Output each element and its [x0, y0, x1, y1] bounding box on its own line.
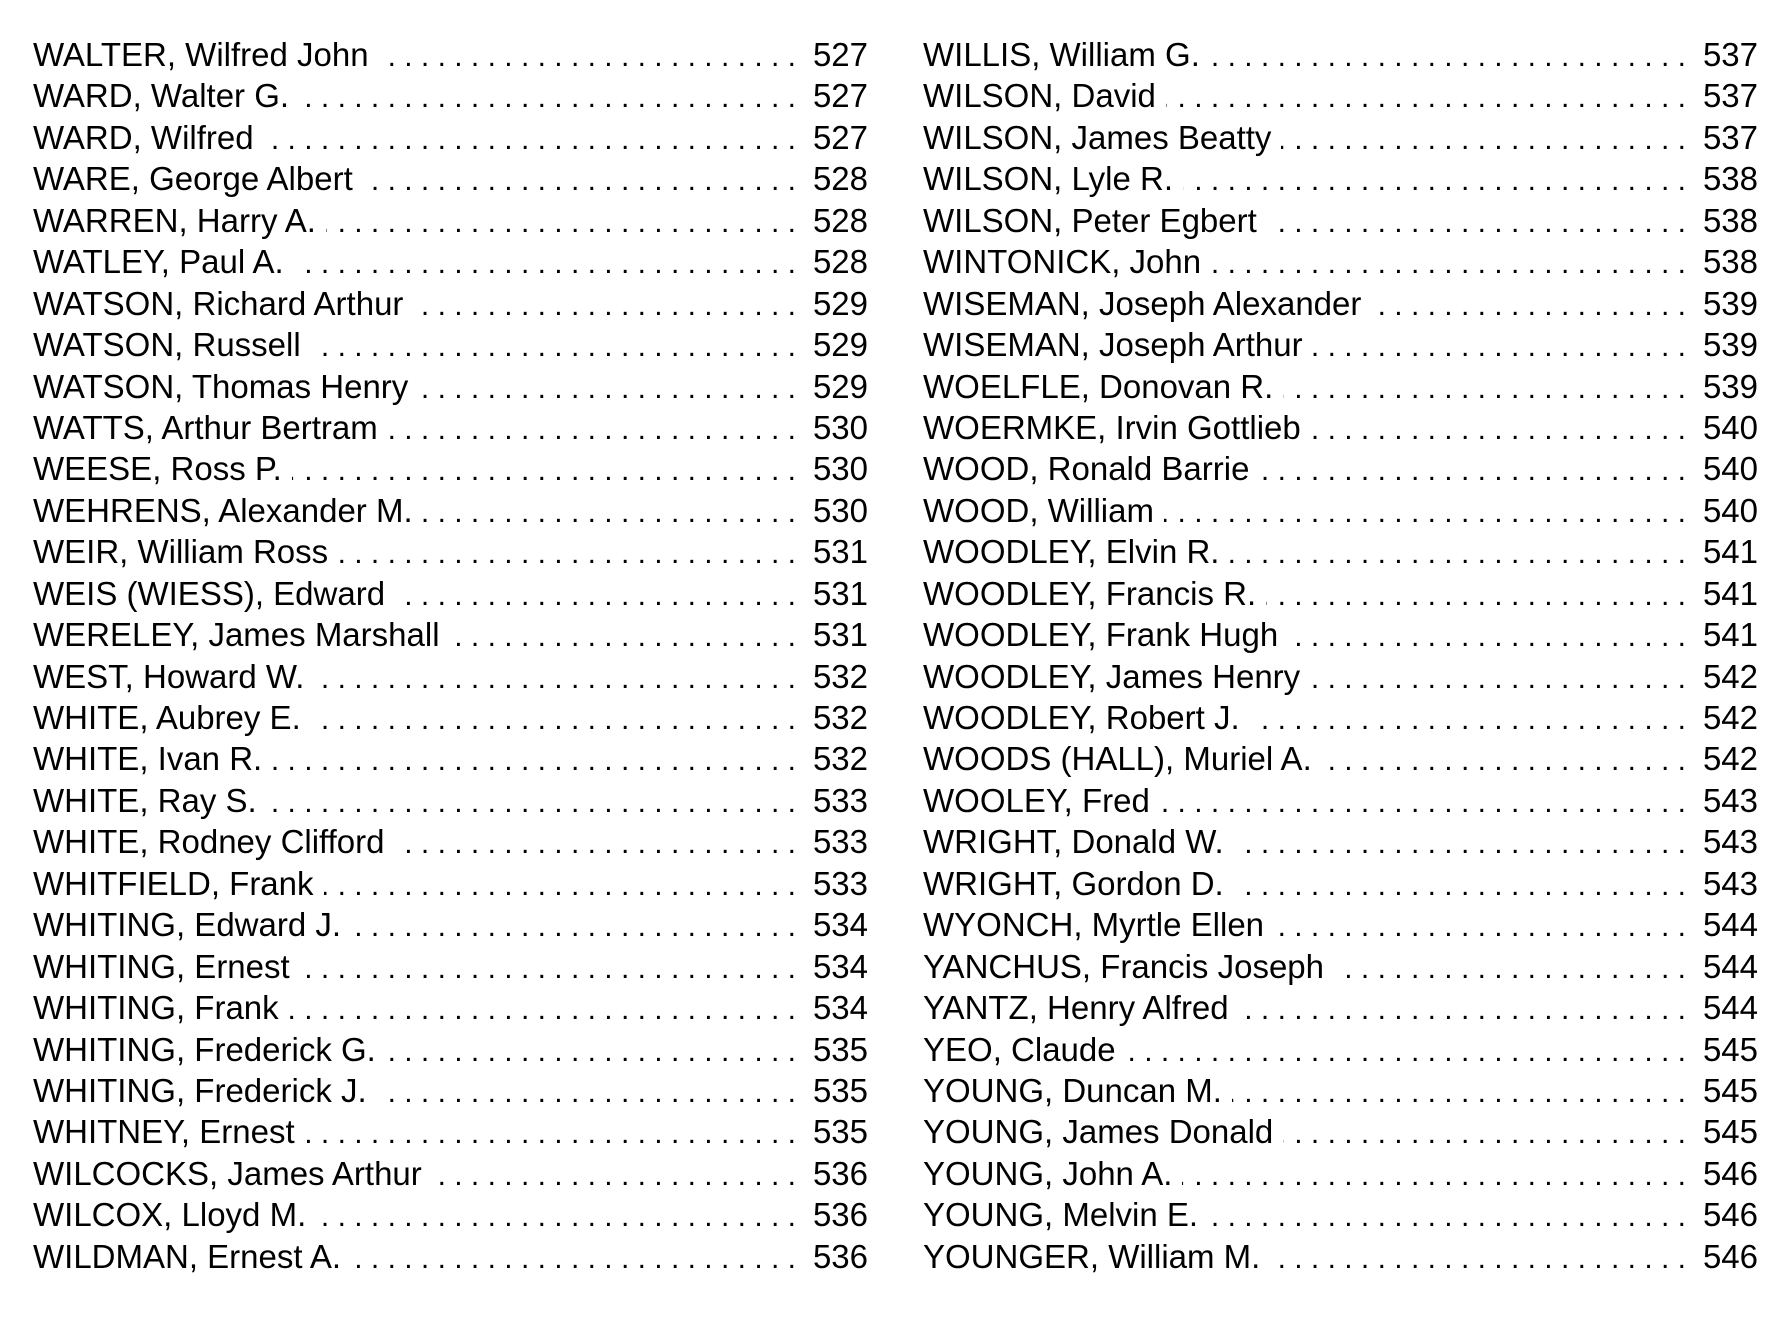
index-entry: [923, 75, 1758, 116]
entry-name: WINTONICK, John: [923, 243, 1202, 281]
index-entry: [33, 448, 868, 489]
entry-page-number: 533: [812, 781, 868, 819]
entry-name: WHITING, Frederick J.: [33, 1071, 367, 1109]
entry-name: WOODS (HALL), Muriel A.: [923, 740, 1312, 778]
entry-name: WOOLEY, Fred: [923, 781, 1150, 819]
dot-leader: [423, 492, 796, 533]
index-entry: [33, 366, 868, 407]
entry-page-number: 537: [1702, 36, 1758, 73]
entry-page-number: 545: [1702, 1030, 1758, 1068]
entry-name: WILSON, Lyle R.: [923, 160, 1173, 198]
entry-page-number: 543: [1702, 864, 1758, 902]
index-entry: [923, 283, 1758, 324]
dot-leader: [1322, 740, 1686, 781]
entry-name: WILDMAN, Ernest A.: [33, 1237, 342, 1275]
entry-name: YOUNG, Duncan M.: [923, 1071, 1222, 1109]
index-entry: [33, 904, 868, 945]
entry-name: WHITE, Ray S.: [33, 781, 257, 819]
entry-page-number: 528: [812, 243, 868, 281]
dot-leader: [294, 243, 796, 284]
dot-leader: [1288, 616, 1686, 657]
index-entry: [923, 241, 1758, 282]
entry-name: YANTZ, Henry Alfred: [923, 989, 1229, 1027]
entry-page-number: 531: [812, 574, 868, 612]
entry-page-number: 532: [812, 740, 868, 778]
dot-leader: [1270, 1238, 1686, 1279]
entry-page-number: 535: [812, 1113, 868, 1151]
entry-page-number: 539: [1702, 326, 1758, 364]
index-entry: [923, 656, 1758, 697]
entry-name: WILSON, Peter Egbert: [923, 201, 1257, 239]
index-entry: [33, 573, 868, 614]
index-entry: [33, 614, 868, 655]
dot-leader: [299, 77, 796, 118]
entry-name: WHITNEY, Ernest: [33, 1113, 295, 1151]
entry-name: WOOD, Ronald Barrie: [923, 450, 1250, 488]
entry-page-number: 532: [812, 699, 868, 736]
index-entry: [33, 780, 868, 821]
entry-page-number: 541: [1702, 574, 1758, 612]
index-entry: [923, 531, 1758, 572]
dot-leader: [1166, 77, 1686, 118]
entry-name: WHITING, Edward J.: [33, 906, 342, 944]
entry-name: WARE, George Albert: [33, 160, 353, 198]
entry-page-number: 531: [812, 616, 868, 654]
dot-leader: [1182, 1155, 1686, 1196]
index-entry: [33, 1194, 868, 1235]
dot-leader: [311, 326, 796, 367]
index-entry: [923, 1236, 1758, 1277]
entry-page-number: 534: [812, 947, 868, 985]
dot-leader: [300, 948, 796, 989]
entry-name: YOUNGER, William M.: [923, 1237, 1261, 1275]
entry-name: WYONCH, Myrtle Ellen: [923, 906, 1265, 944]
entry-name: YOUNG, Melvin E.: [923, 1196, 1199, 1234]
entry-page-number: 539: [1702, 284, 1758, 322]
dot-leader: [311, 699, 796, 740]
index-entry: [33, 241, 868, 282]
entry-page-number: 527: [812, 77, 868, 115]
entry-page-number: 538: [1702, 201, 1758, 239]
dot-leader: [1313, 326, 1686, 367]
index-entry: [33, 1153, 868, 1194]
entry-page-number: 532: [812, 657, 868, 695]
entry-page-number: 539: [1702, 367, 1758, 405]
entry-page-number: 538: [1702, 160, 1758, 198]
index-entry: [33, 1029, 868, 1070]
dot-leader: [432, 1155, 796, 1196]
entry-page-number: 528: [812, 160, 868, 198]
entry-page-number: 543: [1702, 781, 1758, 819]
index-entry: [923, 863, 1758, 904]
dot-leader: [1208, 1196, 1686, 1237]
entry-name: WISEMAN, Joseph Arthur: [923, 326, 1303, 364]
dot-leader: [314, 658, 796, 699]
entry-page-number: 529: [812, 284, 868, 322]
dot-leader: [1239, 989, 1686, 1030]
entry-name: WHITING, Frank: [33, 989, 279, 1027]
entry-name: YEO, Claude: [923, 1030, 1116, 1068]
index-entry: [33, 283, 868, 324]
entry-page-number: 542: [1702, 699, 1758, 736]
entry-name: WISEMAN, Joseph Alexander: [923, 284, 1362, 322]
dot-leader: [351, 906, 796, 947]
entry-page-number: 546: [1702, 1237, 1758, 1275]
dot-leader: [292, 450, 796, 491]
dot-leader: [379, 36, 796, 77]
entry-page-number: 543: [1702, 823, 1758, 861]
entry-name: WALTER, Wilfred John: [33, 36, 369, 73]
entry-page-number: 546: [1702, 1154, 1758, 1192]
index-entry: [33, 1111, 868, 1152]
entry-page-number: 528: [812, 201, 868, 239]
index-column-left: [33, 34, 868, 1277]
entry-page-number: 537: [1702, 118, 1758, 156]
entry-name: WRIGHT, Gordon D.: [923, 864, 1224, 902]
dot-leader: [1310, 658, 1686, 699]
index-entry: [923, 366, 1758, 407]
entry-name: WATSON, Thomas Henry: [33, 367, 409, 405]
dot-leader: [1234, 865, 1686, 906]
entry-name: WRIGHT, Donald W.: [923, 823, 1224, 861]
index-entry: [33, 75, 868, 116]
dot-leader: [351, 1238, 796, 1279]
entry-page-number: 536: [812, 1196, 868, 1234]
dot-leader: [1183, 160, 1686, 201]
entry-name: WHITE, Aubrey E.: [33, 699, 301, 736]
entry-name: WATTS, Arthur Bertram: [33, 408, 378, 446]
entry-page-number: 541: [1702, 533, 1758, 571]
index-entry: [33, 1070, 868, 1111]
entry-page-number: 527: [812, 118, 868, 156]
index-entry: [923, 780, 1758, 821]
entry-page-number: 527: [812, 36, 868, 73]
dot-leader: [338, 533, 796, 574]
entry-page-number: 533: [812, 864, 868, 902]
index-entry: [33, 324, 868, 365]
dot-leader: [395, 823, 797, 864]
entry-name: WOODLEY, Elvin R.: [923, 533, 1220, 571]
entry-page-number: 530: [812, 491, 868, 529]
entry-name: WILSON, James Beatty: [923, 118, 1272, 156]
index-entry: [33, 863, 868, 904]
entry-name: WEST, Howard W.: [33, 657, 305, 695]
dot-leader: [1160, 782, 1686, 823]
entry-name: WOODLEY, Robert J.: [923, 699, 1240, 736]
dot-leader: [272, 740, 796, 781]
entry-page-number: 544: [1702, 989, 1758, 1027]
entry-name: YOUNG, John A.: [923, 1154, 1173, 1192]
index-entry: [923, 117, 1758, 158]
dot-leader: [1266, 575, 1686, 616]
dot-leader: [386, 1031, 796, 1072]
index-column-right: [923, 34, 1758, 1277]
entry-page-number: 537: [1702, 77, 1758, 115]
entry-page-number: 536: [812, 1237, 868, 1275]
entry-name: WOODLEY, Francis R.: [923, 574, 1257, 612]
entry-page-number: 534: [812, 989, 868, 1027]
entry-name: WHITE, Rodney Clifford: [33, 823, 385, 861]
entry-page-number: 536: [812, 1154, 868, 1192]
dot-leader: [1371, 285, 1686, 326]
entry-page-number: 531: [812, 533, 868, 571]
entry-name: WHITING, Frederick G.: [33, 1030, 376, 1068]
index-entry: [33, 490, 868, 531]
entry-name: WATLEY, Paul A.: [33, 243, 284, 281]
entry-page-number: 541: [1702, 616, 1758, 654]
index-entry: [923, 158, 1758, 199]
index-entry: [33, 200, 868, 241]
entry-name: WHITING, Ernest: [33, 947, 290, 985]
dot-leader: [264, 119, 796, 160]
entry-name: WHITFIELD, Frank: [33, 864, 314, 902]
index-entry: [33, 1236, 868, 1277]
dot-leader: [418, 368, 796, 409]
entry-name: WERELEY, James Marshall: [33, 616, 440, 654]
dot-leader: [1283, 368, 1686, 409]
entry-page-number: 545: [1702, 1071, 1758, 1109]
dot-leader: [316, 1196, 796, 1237]
entry-page-number: 535: [812, 1071, 868, 1109]
dot-leader: [1211, 243, 1686, 284]
index-entry: [33, 738, 868, 779]
entry-name: WATSON, Richard Arthur: [33, 284, 404, 322]
entry-page-number: 542: [1702, 740, 1758, 778]
entry-name: WEIR, William Ross: [33, 533, 329, 571]
dot-leader: [1126, 1031, 1686, 1072]
index-entry: [33, 987, 868, 1028]
entry-name: WARREN, Harry A.: [33, 201, 316, 239]
index-entry: [923, 1153, 1758, 1194]
entry-page-number: 544: [1702, 906, 1758, 944]
index-entry: [923, 987, 1758, 1028]
index-entry: [923, 821, 1758, 862]
entry-page-number: 529: [812, 367, 868, 405]
dot-leader: [324, 865, 796, 906]
index-entry: [33, 34, 868, 75]
entry-name: YOUNG, James Donald: [923, 1113, 1274, 1151]
dot-leader: [1259, 450, 1686, 491]
index-entry: [923, 738, 1758, 779]
entry-name: WILCOCKS, James Arthur: [33, 1154, 422, 1192]
dot-leader: [1250, 699, 1686, 740]
entry-name: WEHRENS, Alexander M.: [33, 491, 413, 529]
entry-page-number: 533: [812, 823, 868, 861]
entry-name: WOELFLE, Donovan R.: [923, 367, 1274, 405]
index-entry: [923, 573, 1758, 614]
index-entry: [923, 34, 1758, 75]
entry-page-number: 544: [1702, 947, 1758, 985]
index-entry: [923, 324, 1758, 365]
index-entry: [923, 697, 1758, 738]
entry-name: WOODLEY, James Henry: [923, 657, 1301, 695]
entry-name: WILLIS, William G.: [923, 36, 1200, 73]
index-entry: [923, 614, 1758, 655]
entry-name: WOERMKE, Irvin Gottlieb: [923, 408, 1301, 446]
dot-leader: [413, 285, 796, 326]
index-entry: [33, 158, 868, 199]
dot-leader: [1210, 36, 1686, 77]
index-entry: [923, 1029, 1758, 1070]
entry-name: WILCOX, Lloyd M.: [33, 1196, 307, 1234]
entry-name: WILSON, David: [923, 77, 1156, 115]
entry-page-number: 529: [812, 326, 868, 364]
entry-name: WARD, Walter G.: [33, 77, 290, 115]
index-entry: [923, 946, 1758, 987]
entry-page-number: 530: [812, 408, 868, 446]
dot-leader: [1234, 823, 1686, 864]
entry-name: WARD, Wilfred: [33, 118, 254, 156]
entry-name: WEESE, Ross P.: [33, 450, 282, 488]
dot-leader: [388, 409, 796, 450]
index-entry: [33, 656, 868, 697]
dot-leader: [363, 160, 796, 201]
dot-leader: [1311, 409, 1686, 450]
index-entry: [33, 531, 868, 572]
index-entry: [923, 1070, 1758, 1111]
dot-leader: [1281, 119, 1686, 160]
index-entry: [33, 697, 868, 738]
index-entry: [923, 407, 1758, 448]
dot-leader: [267, 782, 796, 823]
dot-leader: [395, 575, 796, 616]
entry-page-number: 540: [1702, 491, 1758, 529]
entry-page-number: 530: [812, 450, 868, 488]
index-entry: [33, 117, 868, 158]
index-entry: [923, 448, 1758, 489]
index-entry: [923, 1194, 1758, 1235]
entry-page-number: 546: [1702, 1196, 1758, 1234]
dot-leader: [1274, 906, 1686, 947]
dot-leader: [1229, 533, 1686, 574]
entry-name: WOODLEY, Frank Hugh: [923, 616, 1279, 654]
dot-leader: [305, 1113, 796, 1154]
entry-page-number: 545: [1702, 1113, 1758, 1151]
index-entry: [33, 821, 868, 862]
dot-leader: [326, 202, 796, 243]
entry-page-number: 540: [1702, 408, 1758, 446]
entry-page-number: 542: [1702, 657, 1758, 695]
dot-leader: [377, 1072, 796, 1113]
index-entry: [923, 1111, 1758, 1152]
entry-page-number: 534: [812, 906, 868, 944]
entry-name: WOOD, William: [923, 491, 1154, 529]
index-entry: [923, 200, 1758, 241]
entry-name: YANCHUS, Francis Joseph: [923, 947, 1325, 985]
dot-leader: [1267, 202, 1686, 243]
entry-name: WEIS (WIESS), Edward: [33, 574, 386, 612]
index-entry: [33, 407, 868, 448]
entry-page-number: 535: [812, 1030, 868, 1068]
dot-leader: [289, 989, 796, 1030]
entry-name: WATSON, Russell: [33, 326, 301, 364]
index-entry: [923, 490, 1758, 531]
dot-leader: [450, 616, 796, 657]
dot-leader: [1164, 492, 1686, 533]
dot-leader: [1334, 948, 1686, 989]
entry-page-number: 538: [1702, 243, 1758, 281]
index-entry: [33, 946, 868, 987]
entry-page-number: 540: [1702, 450, 1758, 488]
dot-leader: [1232, 1072, 1686, 1113]
dot-leader: [1283, 1113, 1686, 1154]
index-entry: [923, 904, 1758, 945]
entry-name: WHITE, Ivan R.: [33, 740, 263, 778]
